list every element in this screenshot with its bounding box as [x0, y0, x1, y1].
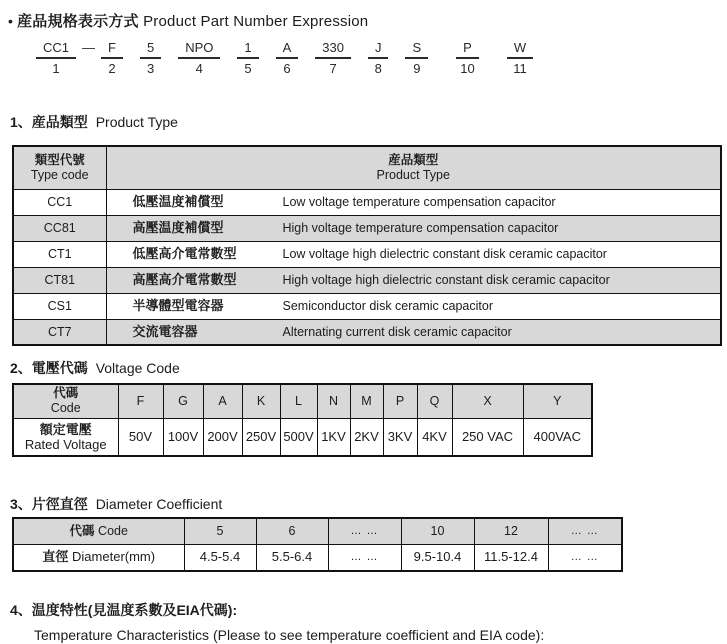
part-number-segment	[140, 40, 161, 76]
part-number-segment	[178, 40, 220, 76]
part-number-position: 3	[146, 61, 155, 76]
description-en: Alternating current disk ceramic capacitor	[282, 324, 512, 339]
type-code-cell: CC81	[13, 215, 106, 241]
part-number-segment	[276, 40, 299, 76]
description-en: High voltage temperature compensation capacitor	[282, 221, 559, 235]
description-zh: 高壓高介電常數型	[132, 272, 237, 287]
diameter-value-cell: 11.5-12.4	[474, 544, 548, 571]
part-number-code: P	[456, 40, 479, 59]
description-zh: 高壓温度補償型	[132, 220, 224, 235]
page-title-zh: 産品規格表示方式	[17, 13, 139, 30]
voltage-code-cell: X	[452, 384, 523, 418]
part-number-code: 1	[237, 40, 258, 59]
rated-voltage-label-cell	[13, 418, 118, 456]
part-number-position: 9	[413, 61, 421, 76]
header-label-en: Type code	[30, 167, 89, 182]
diameter-value-cell: 5.5-6.4	[256, 544, 328, 571]
part-number-code: A	[276, 40, 299, 59]
header-label-zh: 産品類型	[388, 152, 439, 167]
table-row	[13, 215, 721, 241]
voltage-code-cell: P	[383, 384, 417, 418]
voltage-value-cell: 400VAC	[523, 418, 592, 456]
section2-heading-en: Voltage Code	[95, 360, 180, 376]
type-code-cell: CS1	[13, 293, 106, 319]
table-row	[13, 241, 721, 267]
table-row	[13, 418, 592, 456]
voltage-code-cell: K	[242, 384, 280, 418]
row-label-zh: 額定電壓	[39, 421, 92, 437]
header-label-zh: 代碼	[69, 524, 95, 539]
part-number-code: 330	[315, 40, 351, 59]
ellipsis-cell: … …	[548, 518, 622, 544]
part-number-position: 1	[52, 61, 60, 76]
description-en: Semiconductor disk ceramic capacitor	[282, 299, 493, 313]
diameter-code-cell: 6	[256, 518, 328, 544]
description-en: Low voltage temperature compensation capacitor	[282, 195, 556, 209]
table-header-row	[13, 518, 622, 544]
voltage-code-cell: G	[163, 384, 203, 418]
part-number-segment	[405, 40, 428, 76]
type-code-cell: CT81	[13, 267, 106, 293]
part-number-segment	[101, 40, 123, 76]
part-number-position: 8	[374, 61, 382, 76]
part-number-segment	[237, 40, 258, 76]
header-label-zh: 類型代號	[34, 152, 85, 167]
voltage-code-cell: F	[118, 384, 163, 418]
description-zh: 低壓高介電常數型	[132, 246, 237, 261]
type-code-header-cell	[13, 146, 106, 189]
part-number-position: 5	[244, 61, 252, 76]
part-number-position: 4	[195, 61, 203, 76]
part-number-segment	[315, 40, 351, 76]
part-number-segment	[368, 40, 389, 76]
code-label-cell	[13, 518, 184, 544]
row-label-en: Rated Voltage	[24, 436, 107, 452]
diameter-value-cell: 4.5-5.4	[184, 544, 256, 571]
part-number-code: F	[101, 40, 123, 59]
description-cell	[106, 215, 721, 241]
row-label-en: Diameter(mm)	[72, 549, 156, 565]
part-number-expression	[36, 40, 727, 76]
diameter-label-cell	[13, 544, 184, 571]
part-number-code: NPO	[178, 40, 220, 59]
part-number-code: 5	[140, 40, 161, 59]
part-number-segment	[456, 40, 479, 76]
type-code-cell: CT7	[13, 319, 106, 345]
section4-heading-zh: 4、温度特性(見温度系數及EIA代碼):	[10, 602, 238, 618]
section2-heading-zh: 2、電壓代碼	[10, 360, 88, 376]
section4-text-en: Temperature Characteristics (Please to see temperature coefficient and EIA code):	[34, 627, 545, 643]
section3-heading-en: Diameter Coefficient	[95, 496, 223, 512]
voltage-value-cell: 250 VAC	[452, 418, 523, 456]
voltage-code-table	[12, 383, 593, 457]
voltage-value-cell: 4KV	[417, 418, 452, 456]
part-number-position: 10	[460, 61, 475, 76]
table-row	[13, 319, 721, 345]
product-type-header-cell	[106, 146, 721, 189]
row-label-zh: 直徑	[42, 549, 69, 565]
diameter-code-cell: 12	[474, 518, 548, 544]
part-number-code: S	[405, 40, 428, 59]
table-header-row	[13, 146, 721, 189]
description-en: High voltage high dielectric constant disk ceramic capacitor	[282, 273, 610, 287]
table-row	[13, 544, 622, 571]
voltage-code-cell: A	[203, 384, 242, 418]
page-title	[8, 12, 727, 31]
header-label-zh: 代碼	[53, 386, 79, 401]
part-number-segment	[507, 40, 533, 76]
section3-heading	[10, 495, 727, 513]
description-cell	[106, 267, 721, 293]
voltage-value-cell: 250V	[242, 418, 280, 456]
part-number-segment	[36, 40, 76, 76]
table-row	[13, 267, 721, 293]
section1-heading-en: Product Type	[95, 114, 178, 130]
part-number-position: 2	[108, 61, 116, 76]
voltage-value-cell: 500V	[280, 418, 317, 456]
description-cell	[106, 189, 721, 215]
part-number-position: 6	[283, 61, 291, 76]
diameter-value-cell: 9.5-10.4	[401, 544, 474, 571]
part-number-separator: —	[82, 40, 96, 55]
diameter-code-cell: 10	[401, 518, 474, 544]
section1-heading	[10, 113, 727, 131]
voltage-code-cell: L	[280, 384, 317, 418]
description-cell	[106, 319, 721, 345]
part-number-position: 7	[329, 61, 337, 76]
voltage-code-cell: M	[350, 384, 383, 418]
section2-heading	[10, 359, 727, 377]
code-label-cell	[13, 384, 118, 418]
description-en: Low voltage high dielectric constant disk ceramic capacitor	[282, 247, 607, 261]
part-number-code: W	[507, 40, 533, 59]
part-number-position: 11	[513, 61, 527, 76]
type-code-cell: CC1	[13, 189, 106, 215]
description-zh: 低壓温度補償型	[132, 194, 224, 209]
table-row	[13, 293, 721, 319]
section1-heading-zh: 1、産品類型	[10, 114, 88, 130]
header-label-en: Code	[50, 401, 81, 416]
part-number-code: J	[368, 40, 389, 59]
voltage-value-cell: 3KV	[383, 418, 417, 456]
voltage-code-cell: Y	[523, 384, 592, 418]
page-title-en: Product Part Number Expression	[143, 13, 369, 30]
product-type-table	[12, 145, 722, 346]
type-code-cell: CT1	[13, 241, 106, 267]
voltage-value-cell: 50V	[118, 418, 163, 456]
bullet-icon: •	[8, 13, 14, 29]
diameter-coefficient-table	[12, 517, 623, 572]
description-zh: 半導體型電容器	[132, 298, 224, 313]
table-row	[13, 189, 721, 215]
description-cell	[106, 293, 721, 319]
voltage-code-cell: N	[317, 384, 350, 418]
part-number-code: CC1	[36, 40, 76, 59]
voltage-value-cell: 100V	[163, 418, 203, 456]
description-cell	[106, 241, 721, 267]
section3-heading-zh: 3、片徑直徑	[10, 496, 88, 512]
ellipsis-cell: … …	[548, 544, 622, 571]
diameter-code-cell: 5	[184, 518, 256, 544]
voltage-value-cell: 1KV	[317, 418, 350, 456]
voltage-value-cell: 200V	[203, 418, 242, 456]
ellipsis-cell: … …	[328, 518, 401, 544]
header-label-en: Code	[98, 524, 128, 539]
description-zh: 交流電容器	[132, 323, 198, 339]
header-label-en: Product Type	[376, 167, 450, 182]
voltage-value-cell: 2KV	[350, 418, 383, 456]
table-header-row	[13, 384, 592, 418]
ellipsis-cell: … …	[328, 544, 401, 571]
voltage-code-cell: Q	[417, 384, 452, 418]
